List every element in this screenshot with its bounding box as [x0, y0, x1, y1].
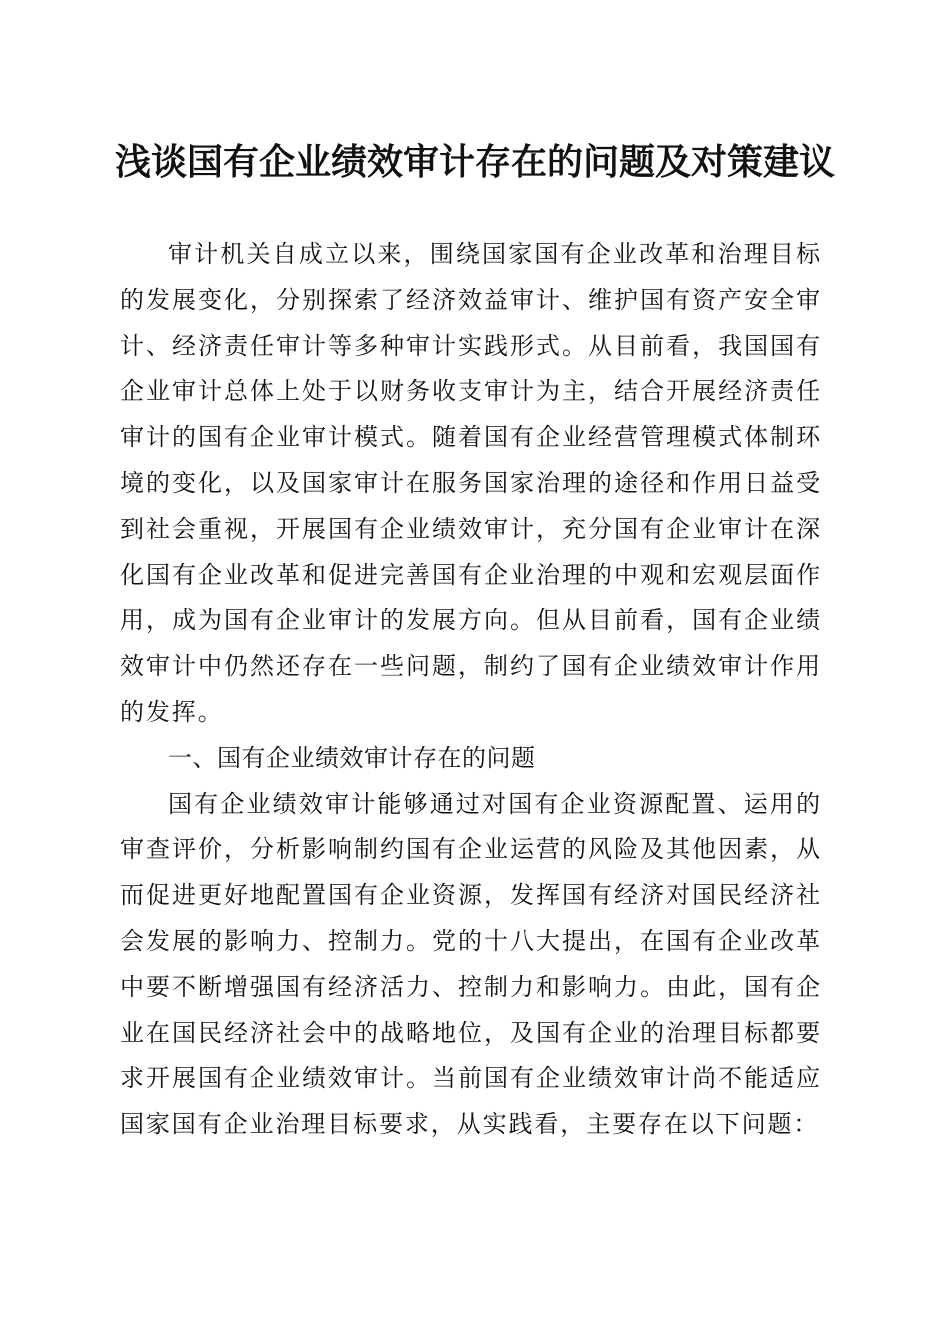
- intro-paragraph: 审计机关自成立以来，围绕国家国有企业改革和治理目标的发展变化，分别探索了经济效益审计、维护国有资产安全审计、经济责任审计等多种审计实践形式。从目前看，我国国有企业审计总体上处于以财务收支审计为主，结合开展经济责任审计的国有企业审计模式。随着国有企业经营管理模式体制环境的变化，以及国家审计在服务国家治理的途径和作用日益受到社会重视，开展国有企业绩效审计，充分国有企业审计在深化国有企业改革和促进完善国有企业治理的中观和宏观层面作用，成为国有企业审计的发展方向。但从目前看，国有企业绩效审计中仍然还存在一些问题，制约了国有企业绩效审计作用的发挥。: [120, 240, 822, 726]
- section-paragraph: 国有企业绩效审计能够通过对国有企业资源配置、运用的审查评价，分析影响制约国有企业运营的风险及其他因素，从而促进更好地配置国有企业资源，发挥国有经济对国民经济社会发展的影响力、控制力。党的十八大提出，在国有企业改革中要不断增强国有经济活力、控制力和影响力。由此，国有企业在国民经济社会中的战略地位，及国有企业的治理目标都要求开展国有企业绩效审计。当前国有企业绩效审计尚不能适应国家国有企业治理目标要求，从实践看，主要存在以下问题：: [120, 789, 822, 1139]
- document-title: 浅谈国有企业绩效审计存在的问题及对策建议: [114, 141, 835, 183]
- section-heading: 一、国有企业绩效审计存在的问题: [168, 743, 536, 772]
- document-body: [120, 232, 822, 1148]
